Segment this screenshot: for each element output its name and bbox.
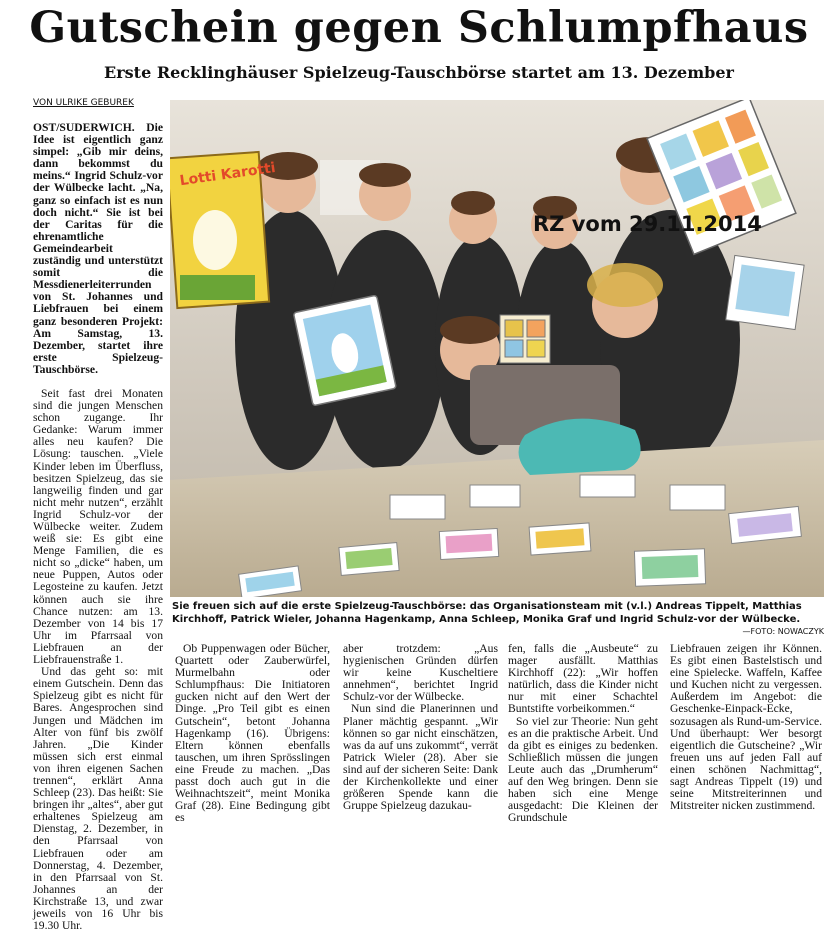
- article-lead: OST/SUDERWICH. Die Idee ist eigentlich ganz simpel: „Gib mir deins, dann bekommst du meins.“ Ingrid Schulz-vor der Wülbecke lacht. „Na, ganz so einfach ist es nun doch nicht.“ Sie ist bei der Caritas für die ehrenamtliche Gemeindearbeit zuständig und unterstützt somit die Messdienerleiterrunden von St. Johannes und Liebfrauen bei einem ganz besonderen Projekt: Am Samstag, 13. Dezember, startet ihre erste Spielzeug-Tauschbörse.: [33, 121, 163, 376]
- article-paragraph: Ob Puppenwagen oder Bücher, Quartett oder Zauberwürfel, Murmelbahn oder Schlumpfhaus: Die Initiatoren gucken nicht auf den Wert der Dinge. „Pro Teil gibt es einen Gutschein“, betont Johanna Hagenkamp (16). Übrigens: Eltern können ebenfalls tauschen, um ihren Sprösslingen eine Freude zu machen. „Das passt doch auch gut in die Weihnachtszeit“, meint Monika Graf (28). Eine Bedingung gibt es: [175, 642, 330, 825]
- headline: Gutschein gegen Schlumpfhaus: [29, 3, 809, 53]
- game-box-title: Lotti Karotti: [178, 159, 277, 190]
- article-paragraph: Liebfrauen zeigen ihr Können. Es gibt einen Bastelstisch und eine Spielecke. Waffeln, Kaffee und Kuchen nicht zu vergessen. Außerdem im Angebot: die Geschenke-Einpack-Ecke, sozusagen als Rund-um-Service. Und überhaupt: Wer besorgt eigentlich die Gutscheine? „Wir freuen uns auf jeden Fall auf einen schönen Nachmittag“, sagt Andreas Tippelt (19) und seine Mitstreiterinnen und Mitstreiter nicken zustimmend.: [670, 642, 822, 813]
- photo-credit: —FOTO: NOWACZYK: [742, 627, 824, 636]
- article-paragraph: Seit fast drei Monaten sind die jungen Menschen schon zugange. Ihr Gedanke: Warum immer alles neu kaufen? Die Lösung: tauschen. „Viele Kinder leben im Überfluss, besitzen Spielzeug, das sie langweilig finden und gar nicht mehr nutzen“, erzählt Ingrid Schulz-vor der Wülbecke weiter. Zudem weiß sie: Es gibt eine Menge Familien, die es nicht so „dicke“ haben, um neue Puppen, Autos oder Legosteine zu kaufen. Jetzt können auch sie ihre Chance nutzen: am 13. Dezember von 14 bis 17 Uhr im Pfarrsaal von Liebfrauen an der Liebfrauenstraße 1.: [33, 386, 163, 667]
- article-photo: [170, 100, 824, 597]
- article-paragraph: Nun sind die Planerinnen und Planer mächtig gespannt. „Wir können so gar nicht einschätzen, was da auf uns zukommt“, verrät Patrick Wieler (28). Aber sie sind auf der sicheren Seite: Dank der Kirchenkollekte und einer größeren Spende kann die Gruppe Spielzeug dazukau-: [343, 702, 498, 813]
- article-column-5: [670, 643, 822, 812]
- date-stamp: RZ vom 29.11.2014: [533, 212, 762, 236]
- article-column-3: [343, 643, 498, 812]
- photo-illustration: [170, 100, 824, 597]
- photo-caption: [172, 601, 824, 639]
- article-paragraph: So viel zur Theorie: Nun geht es an die praktische Arbeit. Und da gibt es einiges zu bedenken. Schließlich müssen die jungen Leute auch das „Drumherum“ auf den Weg bringen. Denn sie haben sich eine Menge ausgedacht: Die Kleinen der Grundschule: [508, 714, 658, 825]
- article-column-1: [33, 121, 163, 932]
- article-column-4: [508, 643, 658, 824]
- game-box: [170, 152, 277, 308]
- article-paragraph: fen, falls die „Ausbeute“ zu mager ausfällt. Matthias Kirchhoff (22): „Wir hoffen natürlich, dass die Kinder nicht nur mit einer Schachtel Buntstifte vorbeikommen.“: [508, 642, 658, 716]
- subheadline: Erste Recklinghäuser Spielzeug-Tauschbörse startet am 13. Dezember: [104, 63, 734, 82]
- byline: VON ULRIKE GEBUREK: [33, 98, 134, 108]
- article-paragraph: Und das geht so: mit einem Gutschein. Denn das Spielzeug gibt es nicht für Bares. Angesprochen sind Jungen und Mädchen im Alter von fünf bis zwölf Jahren. „Die Kinder müssen sich erst einmal von ihren eigenen Sachen trennen“, erklärt Anna Schleep (23). Das heißt: Sie bringen ihr „altes“, aber gut erhaltenes Spielzeug am Dienstag, 2. Dezember, in den Pfarrsaal von Liebfrauen oder am Donnerstag, 4. Dezember, in den Pfarrsaal von St. Johannes an der Kirchstraße 13, und zwar jeweils von 16 Uhr bis 19.30 Uhr.: [33, 665, 163, 932]
- caption-text: Sie freuen sich auf die erste Spielzeug-Tauschbörse: das Organisationsteam mit (v.l.) Andreas Tippelt, Matthias Kirchhoff, Patrick Wieler, Johanna Hagenkamp, Anna Schleep, Monika Graf und Ingrid Schulz-vor der Wülbecke.: [172, 601, 802, 625]
- article-paragraph: aber trotzdem: „Aus hygienischen Gründen dürfen wir keine Kuscheltiere annehmen“, berichtet Ingrid Schulz-vor der Wülbecke.: [343, 642, 498, 704]
- article-column-2: [175, 643, 330, 824]
